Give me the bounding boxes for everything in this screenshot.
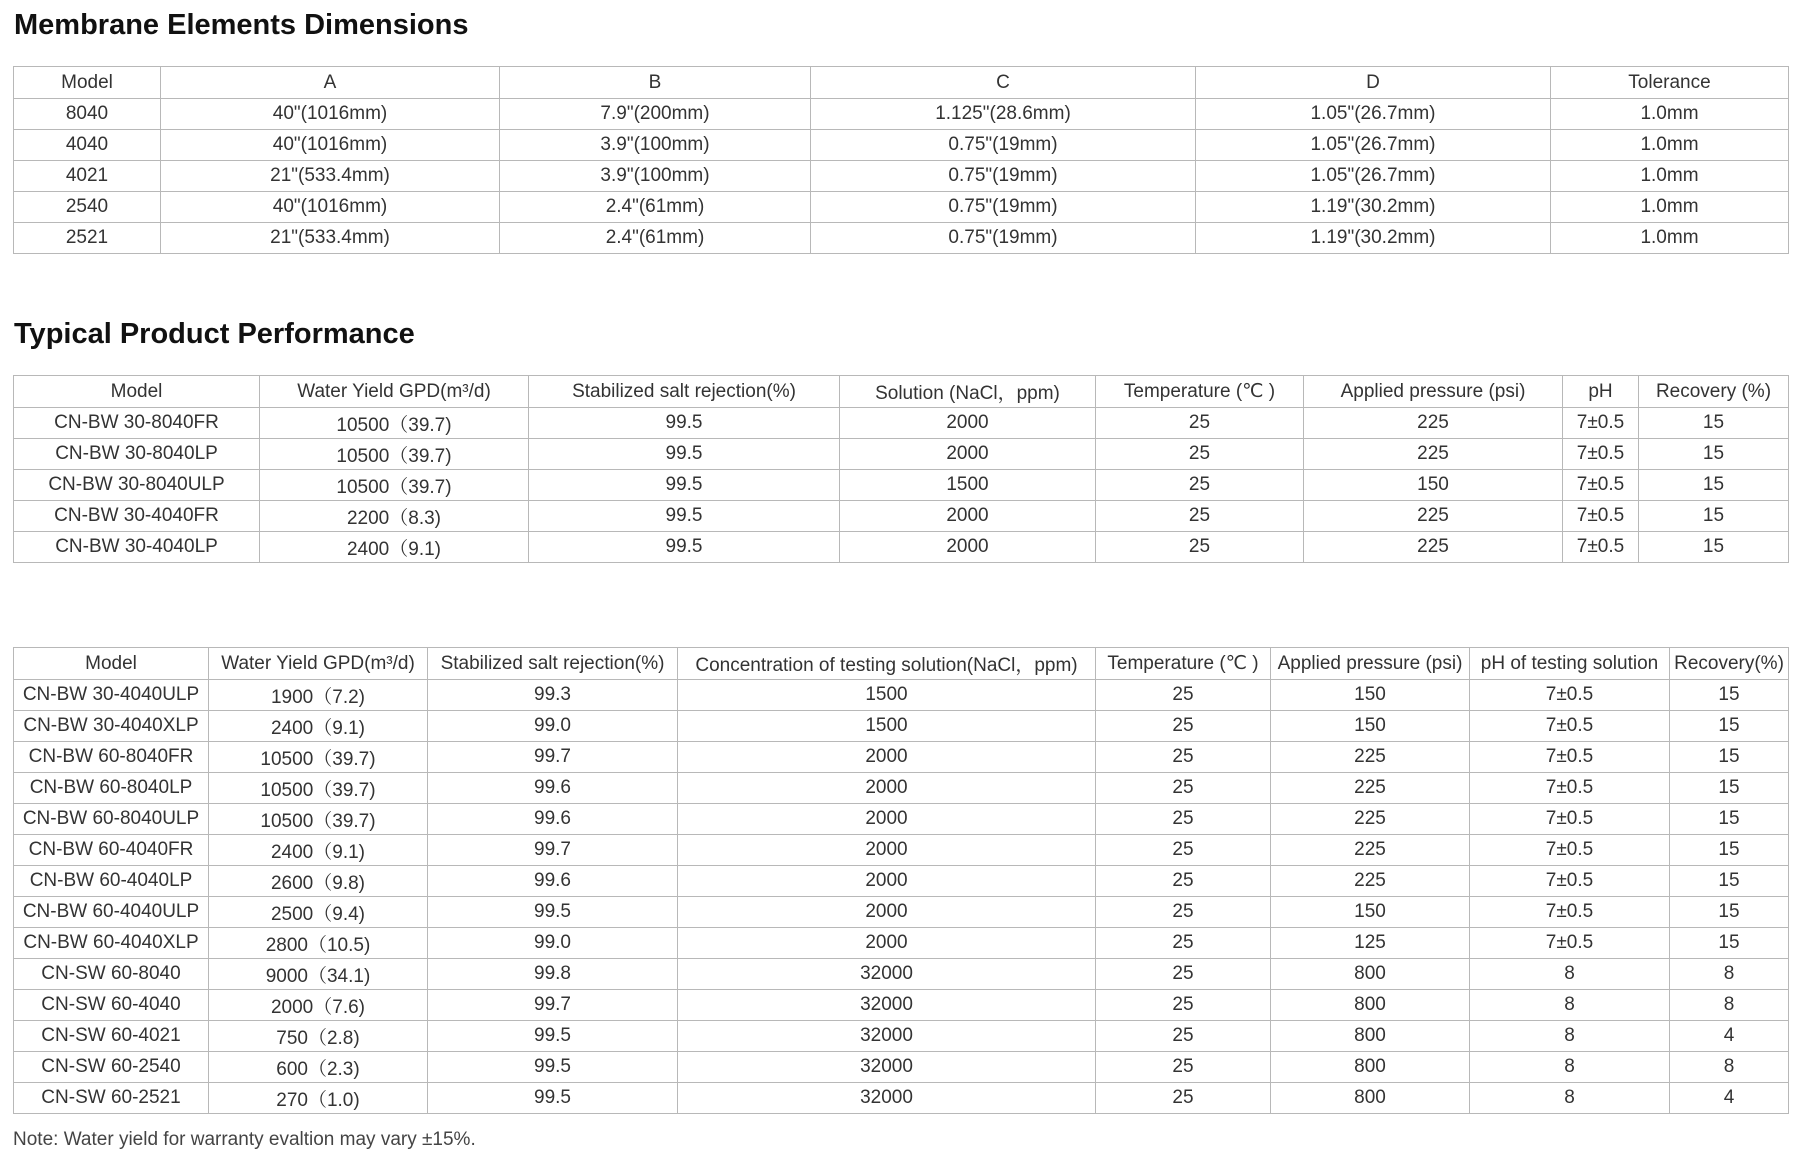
table-cell: 2000: [678, 773, 1096, 804]
table-cell: 225: [1304, 501, 1563, 532]
table-row: [14, 192, 1789, 223]
table-cell: CN-BW 30-8040LP: [14, 439, 260, 470]
table-cell: 25: [1096, 439, 1304, 470]
table-cell: 99.6: [428, 804, 678, 835]
table-cell: 2000: [840, 439, 1096, 470]
table-cell: 25: [1096, 1083, 1271, 1114]
header-cell: Stabilized salt rejection(%): [529, 376, 840, 408]
table-cell: 2000（7.6): [209, 990, 428, 1021]
dimensions-heading: Membrane Elements Dimensions: [14, 9, 469, 41]
table-row: [14, 990, 1789, 1021]
header-cell: C: [811, 67, 1196, 99]
table-cell: 99.0: [428, 928, 678, 959]
table-cell: 25: [1096, 990, 1271, 1021]
table-cell: 800: [1271, 1021, 1470, 1052]
table-cell: 1.19"(30.2mm): [1196, 192, 1551, 223]
table-cell: 2000: [678, 866, 1096, 897]
table-cell: 800: [1271, 1083, 1470, 1114]
table-cell: 2000: [678, 742, 1096, 773]
table-cell: 10500（39.7): [260, 439, 529, 470]
header-cell: Model: [14, 376, 260, 408]
table-cell: 800: [1271, 959, 1470, 990]
table-cell: 7±0.5: [1470, 928, 1670, 959]
table-cell: 800: [1271, 990, 1470, 1021]
table-cell: CN-SW 60-8040: [14, 959, 209, 990]
table-cell: 32000: [678, 1021, 1096, 1052]
table-cell: 225: [1271, 835, 1470, 866]
table-cell: CN-BW 60-4040ULP: [14, 897, 209, 928]
table-cell: 150: [1271, 897, 1470, 928]
table-cell: 15: [1670, 897, 1789, 928]
table-cell: 8: [1470, 1052, 1670, 1083]
table-cell: 9000（34.1): [209, 959, 428, 990]
table-cell: 15: [1670, 804, 1789, 835]
table-cell: 10500（39.7): [260, 408, 529, 439]
performance-table-header: [14, 376, 1789, 408]
table-row: [14, 928, 1789, 959]
table-cell: 15: [1670, 742, 1789, 773]
table-cell: 4: [1670, 1083, 1789, 1114]
table-cell: 2400（9.1): [209, 835, 428, 866]
header-cell: Temperature (℃ ): [1096, 648, 1271, 680]
table-cell: 225: [1271, 742, 1470, 773]
header-cell: Temperature (℃ ): [1096, 376, 1304, 408]
dimensions-table-header: [14, 67, 1789, 99]
table-cell: 0.75"(19mm): [811, 192, 1196, 223]
table-cell: 25: [1096, 866, 1271, 897]
table-cell: 99.7: [428, 742, 678, 773]
table-cell: 25: [1096, 711, 1271, 742]
header-cell: Model: [14, 67, 161, 99]
table-cell: 15: [1670, 680, 1789, 711]
table-cell: 1500: [678, 680, 1096, 711]
table-cell: 7±0.5: [1563, 439, 1639, 470]
table-cell: CN-BW 30-4040FR: [14, 501, 260, 532]
table-cell: 7±0.5: [1470, 804, 1670, 835]
table-cell: 99.3: [428, 680, 678, 711]
table-cell: 15: [1670, 835, 1789, 866]
table-cell: 25: [1096, 1021, 1271, 1052]
table-cell: 25: [1096, 1052, 1271, 1083]
table-cell: 1.0mm: [1551, 161, 1789, 192]
table-cell: 15: [1639, 439, 1789, 470]
table-cell: 99.5: [529, 501, 840, 532]
table-row: [14, 773, 1789, 804]
table-row: [14, 680, 1789, 711]
table-cell: 4040: [14, 130, 161, 161]
table-cell: 1500: [678, 711, 1096, 742]
table-cell: 3.9"(100mm): [500, 161, 811, 192]
table-cell: 25: [1096, 742, 1271, 773]
table-cell: 3.9"(100mm): [500, 130, 811, 161]
table-cell: CN-SW 60-4021: [14, 1021, 209, 1052]
table-cell: CN-BW 30-4040XLP: [14, 711, 209, 742]
table-row: [14, 804, 1789, 835]
table-cell: 4: [1670, 1021, 1789, 1052]
table-cell: 8: [1670, 1052, 1789, 1083]
table-cell: 32000: [678, 1083, 1096, 1114]
table-cell: 150: [1271, 711, 1470, 742]
table-cell: 1.0mm: [1551, 223, 1789, 254]
table-cell: 8: [1470, 1083, 1670, 1114]
table-cell: CN-BW 30-8040ULP: [14, 470, 260, 501]
table-cell: 2400（9.1): [209, 711, 428, 742]
table-cell: 7±0.5: [1470, 680, 1670, 711]
performance-extended-table-header: [14, 648, 1789, 680]
table-row: [14, 959, 1789, 990]
table-cell: 7±0.5: [1563, 532, 1639, 563]
table-cell: 40"(1016mm): [161, 99, 500, 130]
table-cell: 0.75"(19mm): [811, 161, 1196, 192]
table-cell: 99.6: [428, 773, 678, 804]
header-cell: Water Yield GPD(m³/d): [260, 376, 529, 408]
table-cell: 25: [1096, 804, 1271, 835]
table-cell: 1.05"(26.7mm): [1196, 99, 1551, 130]
table-cell: 25: [1096, 835, 1271, 866]
table-cell: 21"(533.4mm): [161, 223, 500, 254]
table-cell: 225: [1304, 408, 1563, 439]
table-cell: 15: [1670, 866, 1789, 897]
table-cell: 25: [1096, 532, 1304, 563]
header-cell: pH of testing solution: [1470, 648, 1670, 680]
table-cell: 2540: [14, 192, 161, 223]
table-cell: 8040: [14, 99, 161, 130]
table-cell: 2000: [678, 835, 1096, 866]
table-cell: 2500（9.4): [209, 897, 428, 928]
table-cell: 40"(1016mm): [161, 130, 500, 161]
table-cell: 15: [1639, 470, 1789, 501]
table-cell: 15: [1670, 711, 1789, 742]
table-cell: 15: [1639, 408, 1789, 439]
table-cell: 2.4"(61mm): [500, 223, 811, 254]
table-cell: 1.125"(28.6mm): [811, 99, 1196, 130]
performance-extended-table: [13, 647, 1789, 1114]
table-cell: 2000: [840, 408, 1096, 439]
table-cell: CN-BW 60-8040FR: [14, 742, 209, 773]
table-cell: 15: [1639, 532, 1789, 563]
header-cell: Recovery(%): [1670, 648, 1789, 680]
table-cell: 2521: [14, 223, 161, 254]
table-cell: 225: [1271, 804, 1470, 835]
table-cell: 800: [1271, 1052, 1470, 1083]
table-row: [14, 223, 1789, 254]
table-cell: 225: [1271, 773, 1470, 804]
table-cell: 7±0.5: [1563, 501, 1639, 532]
table-cell: 15: [1670, 773, 1789, 804]
table-cell: 25: [1096, 928, 1271, 959]
table-row: [14, 1052, 1789, 1083]
table-cell: 2.4"(61mm): [500, 192, 811, 223]
table-cell: 225: [1304, 439, 1563, 470]
header-row: [14, 648, 1789, 680]
table-cell: 2000: [678, 804, 1096, 835]
performance-table: [13, 375, 1789, 563]
table-row: [14, 130, 1789, 161]
table-cell: 99.8: [428, 959, 678, 990]
table-cell: 8: [1670, 990, 1789, 1021]
table-row: [14, 408, 1789, 439]
table-cell: CN-SW 60-2521: [14, 1083, 209, 1114]
table-cell: 32000: [678, 1052, 1096, 1083]
table-cell: 99.7: [428, 990, 678, 1021]
table-cell: 99.5: [529, 470, 840, 501]
table-cell: 1.0mm: [1551, 130, 1789, 161]
table-cell: 0.75"(19mm): [811, 223, 1196, 254]
table-cell: 99.5: [529, 532, 840, 563]
performance-extended-table-body: [14, 680, 1789, 1114]
performance-heading: Typical Product Performance: [14, 318, 415, 350]
table-cell: 2200（8.3): [260, 501, 529, 532]
table-cell: 270（1.0): [209, 1083, 428, 1114]
table-cell: 750（2.8): [209, 1021, 428, 1052]
table-cell: 2000: [678, 897, 1096, 928]
table-cell: 225: [1304, 532, 1563, 563]
table-cell: 99.5: [428, 1083, 678, 1114]
table-cell: 15: [1639, 501, 1789, 532]
table-cell: 600（2.3): [209, 1052, 428, 1083]
header-cell: B: [500, 67, 811, 99]
table-row: [14, 161, 1789, 192]
header-cell: pH: [1563, 376, 1639, 408]
table-row: [14, 439, 1789, 470]
table-cell: 32000: [678, 990, 1096, 1021]
header-cell: A: [161, 67, 500, 99]
table-cell: 99.0: [428, 711, 678, 742]
header-cell: Stabilized salt rejection(%): [428, 648, 678, 680]
table-cell: 1.05"(26.7mm): [1196, 161, 1551, 192]
table-cell: 10500（39.7): [209, 804, 428, 835]
header-cell: Recovery (%): [1639, 376, 1789, 408]
table-cell: 1.0mm: [1551, 99, 1789, 130]
table-cell: 25: [1096, 408, 1304, 439]
table-cell: CN-SW 60-4040: [14, 990, 209, 1021]
table-row: [14, 1021, 1789, 1052]
table-row: [14, 835, 1789, 866]
table-row: [14, 742, 1789, 773]
table-cell: 150: [1271, 680, 1470, 711]
table-cell: 8: [1470, 990, 1670, 1021]
table-cell: 7±0.5: [1470, 835, 1670, 866]
header-cell: D: [1196, 67, 1551, 99]
table-cell: CN-BW 30-4040LP: [14, 532, 260, 563]
table-cell: 1.05"(26.7mm): [1196, 130, 1551, 161]
table-cell: CN-BW 60-4040XLP: [14, 928, 209, 959]
header-cell: Model: [14, 648, 209, 680]
table-cell: 10500（39.7): [260, 470, 529, 501]
header-row: [14, 67, 1789, 99]
header-cell: Solution (NaCl，ppm): [840, 376, 1096, 408]
table-cell: 2400（9.1): [260, 532, 529, 563]
table-cell: CN-BW 30-8040FR: [14, 408, 260, 439]
table-cell: CN-BW 60-4040FR: [14, 835, 209, 866]
table-row: [14, 501, 1789, 532]
table-row: [14, 1083, 1789, 1114]
warranty-note: Note: Water yield for warranty evaltion may vary ±15%.: [13, 1129, 476, 1150]
table-cell: 0.75"(19mm): [811, 130, 1196, 161]
table-cell: 99.5: [428, 1021, 678, 1052]
table-cell: 25: [1096, 959, 1271, 990]
table-cell: 1500: [840, 470, 1096, 501]
table-cell: 7±0.5: [1470, 897, 1670, 928]
table-cell: 2600（9.8): [209, 866, 428, 897]
table-cell: CN-BW 60-4040LP: [14, 866, 209, 897]
table-cell: 8: [1670, 959, 1789, 990]
table-cell: 125: [1271, 928, 1470, 959]
table-cell: 4021: [14, 161, 161, 192]
table-cell: 25: [1096, 897, 1271, 928]
header-cell: Applied pressure (psi): [1271, 648, 1470, 680]
table-cell: 10500（39.7): [209, 742, 428, 773]
table-cell: 99.5: [428, 897, 678, 928]
table-cell: 7±0.5: [1470, 866, 1670, 897]
table-cell: 25: [1096, 501, 1304, 532]
table-cell: 7±0.5: [1470, 742, 1670, 773]
table-row: [14, 897, 1789, 928]
table-cell: CN-SW 60-2540: [14, 1052, 209, 1083]
table-cell: 7±0.5: [1563, 408, 1639, 439]
table-cell: 8: [1470, 1021, 1670, 1052]
table-cell: 2000: [840, 532, 1096, 563]
table-row: [14, 532, 1789, 563]
table-cell: 2000: [678, 928, 1096, 959]
header-cell: Concentration of testing solution(NaCl，ppm): [678, 648, 1096, 680]
table-cell: 10500（39.7): [209, 773, 428, 804]
table-cell: 25: [1096, 680, 1271, 711]
header-cell: Water Yield GPD(m³/d): [209, 648, 428, 680]
table-cell: 2000: [840, 501, 1096, 532]
header-row: [14, 376, 1789, 408]
table-row: [14, 470, 1789, 501]
table-cell: CN-BW 30-4040ULP: [14, 680, 209, 711]
table-cell: 99.5: [529, 408, 840, 439]
header-cell: Applied pressure (psi): [1304, 376, 1563, 408]
table-cell: 7±0.5: [1470, 711, 1670, 742]
table-cell: 225: [1271, 866, 1470, 897]
table-cell: 99.5: [428, 1052, 678, 1083]
table-cell: 1900（7.2): [209, 680, 428, 711]
table-cell: CN-BW 60-8040ULP: [14, 804, 209, 835]
table-cell: 7.9"(200mm): [500, 99, 811, 130]
table-row: [14, 711, 1789, 742]
dimensions-table: [13, 66, 1789, 254]
header-cell: Tolerance: [1551, 67, 1789, 99]
table-cell: 15: [1670, 928, 1789, 959]
table-cell: 150: [1304, 470, 1563, 501]
table-cell: 2800（10.5): [209, 928, 428, 959]
table-cell: 99.6: [428, 866, 678, 897]
table-cell: 7±0.5: [1470, 773, 1670, 804]
table-cell: 7±0.5: [1563, 470, 1639, 501]
table-cell: 1.0mm: [1551, 192, 1789, 223]
table-cell: 99.7: [428, 835, 678, 866]
table-cell: 32000: [678, 959, 1096, 990]
table-cell: 99.5: [529, 439, 840, 470]
table-cell: CN-BW 60-8040LP: [14, 773, 209, 804]
table-cell: 40"(1016mm): [161, 192, 500, 223]
table-cell: 1.19"(30.2mm): [1196, 223, 1551, 254]
table-cell: 21"(533.4mm): [161, 161, 500, 192]
table-row: [14, 866, 1789, 897]
performance-table-body: [14, 408, 1789, 563]
dimensions-table-body: [14, 99, 1789, 254]
table-cell: 8: [1470, 959, 1670, 990]
table-cell: 25: [1096, 470, 1304, 501]
table-row: [14, 99, 1789, 130]
table-cell: 25: [1096, 773, 1271, 804]
